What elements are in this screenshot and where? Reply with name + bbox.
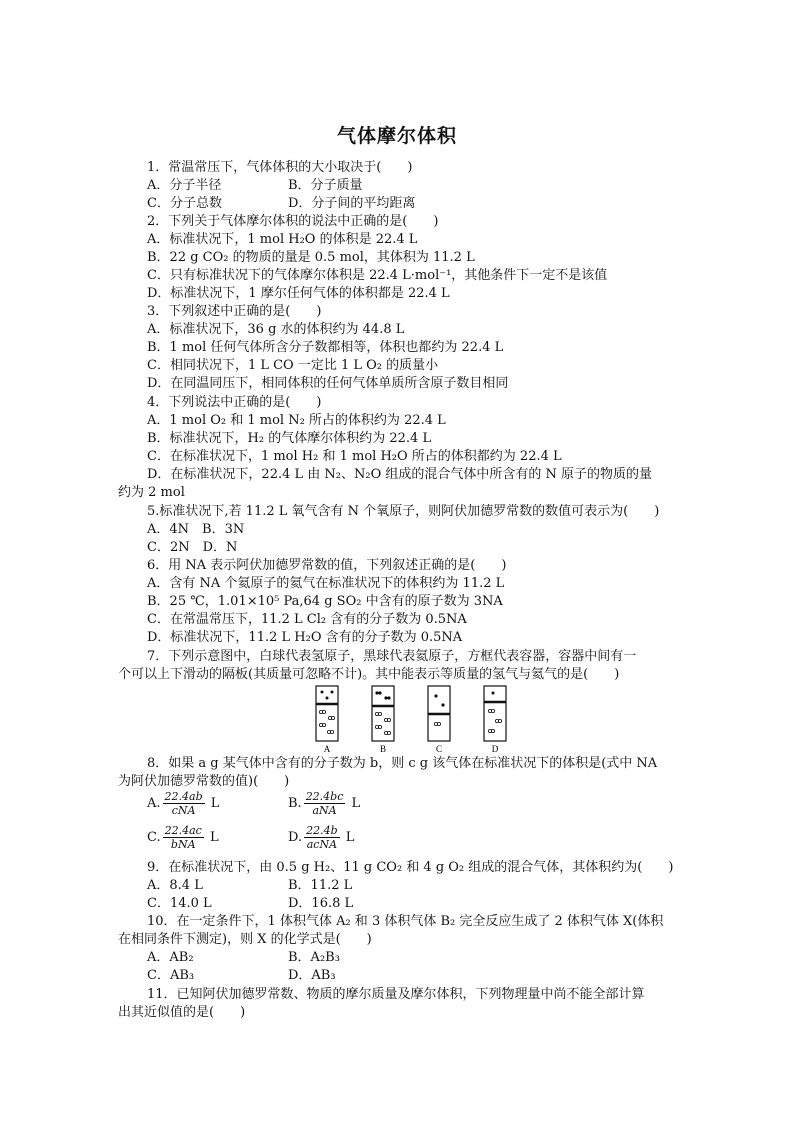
question-4-stem: 4．下列说法中正确的是( ) <box>147 395 322 410</box>
question-6-option-d: D．标准状况下，11.2 L H₂O 含有的分子数为 0.5NA <box>147 630 463 645</box>
question-1-option-d: D．分子间的平均距离 <box>288 196 416 211</box>
option-a-label: A. <box>147 796 161 811</box>
option-d-denominator: acNA <box>306 838 338 851</box>
container-label-a: A <box>323 744 331 754</box>
question-10-option-d: D．AB₃ <box>288 968 336 983</box>
container-label-d: D <box>491 744 499 754</box>
question-6-stem: 6．用 NA 表示阿伏加德罗常数的值，下列叙述正确的是( ) <box>147 558 507 573</box>
question-7-stem-continued: 个可以上下滑动的隔板(其质量可忽略不计)。其中能表示等质量的氢气与氦气的是( ) <box>118 667 620 682</box>
question-8-stem: 8．如果 a g 某气体中含有的分子数为 b，则 c g 该气体在标准状况下的体积是(式中 NA <box>147 756 658 771</box>
question-8-option-a <box>147 790 219 817</box>
option-b-label: B. <box>288 796 302 811</box>
question-1-option-c: C．分子总数 <box>147 196 222 211</box>
option-d-label: D. <box>288 830 303 845</box>
question-11-stem: 11．已知阿伏加德罗常数、物质的摩尔质量及摩尔体积，下列物理量中尚不能全部计算 <box>147 987 645 1002</box>
question-9-option-b: B．11.2 L <box>288 878 353 893</box>
container-c <box>428 686 450 741</box>
option-c-unit: L <box>209 830 219 845</box>
option-d-numerator: 22.4b <box>306 824 338 837</box>
question-10-option-a: A．AB₂ <box>147 950 194 965</box>
option-d-unit: L <box>345 830 355 845</box>
question-2-option-c: C．只有标准状况下的气体摩尔体积是 22.4 L·mol⁻¹，其他条件下一定不是该值 <box>147 268 608 283</box>
question-8-stem-continued: 为阿伏加德罗常数的值)( ) <box>118 774 290 789</box>
option-a-numerator: 22.4ab <box>164 790 203 803</box>
option-d-fraction <box>304 824 340 851</box>
question-2-option-d: D．标准状况下，1 摩尔任何气体的体积都是 22.4 L <box>147 286 450 301</box>
question-4-option-a: A．1 mol O₂ 和 1 mol N₂ 所占的体积约为 22.4 L <box>147 413 446 428</box>
container-b <box>372 686 394 741</box>
question-4-option-b: B．标准状况下，H₂ 的气体摩尔体积约为 22.4 L <box>147 431 432 446</box>
question-9-option-a: A．8.4 L <box>147 878 203 893</box>
question-10-stem-continued: 在相同条件下测定)，则 X 的化学式是( ) <box>118 932 372 947</box>
question-4-option-d-continued: 约为 2 mol <box>118 485 185 500</box>
container-diagram <box>300 684 530 754</box>
option-b-unit: L <box>351 796 361 811</box>
option-c-denominator: bNA <box>170 838 196 851</box>
question-9-stem: 9．在标准状况下，由 0.5 g H₂、11 g CO₂ 和 4 g O₂ 组成的混合气体，其体积约为( ) <box>147 860 674 875</box>
question-5-options-cd: C．2N D．N <box>147 540 238 555</box>
question-9-option-d: D．16.8 L <box>288 896 354 911</box>
question-6-option-b: B．25 ℃，1.01×10⁵ Pa,64 g SO₂ 中含有的原子数为 3NA <box>147 594 503 609</box>
question-3-option-a: A．标准状况下，36 g 水的体积约为 44.8 L <box>147 322 405 337</box>
question-2-option-b: B．22 g CO₂ 的物质的量是 0.5 mol，其体积为 11.2 L <box>147 250 475 265</box>
question-3-option-d: D．在同温同压下，相同体积的任何气体单质所含原子数目相同 <box>147 376 509 391</box>
question-10-option-b: B．A₂B₃ <box>288 950 340 965</box>
question-11-stem-continued: 出其近似值的是( ) <box>118 1005 246 1020</box>
question-1-option-b: B．分子质量 <box>288 178 363 193</box>
container-label-c: C <box>435 744 443 754</box>
option-a-fraction <box>163 790 205 817</box>
option-c-label: C. <box>147 830 161 845</box>
option-a-unit: L <box>210 796 220 811</box>
option-c-fraction <box>163 824 204 851</box>
question-3-stem: 3．下列叙述中正确的是( ) <box>147 304 322 319</box>
question-8-option-c <box>147 824 219 851</box>
option-b-fraction <box>304 790 346 817</box>
question-4-option-c: C．在标准状况下，1 mol H₂ 和 1 mol H₂O 所占的体积都约为 22.4 L <box>147 449 562 464</box>
question-1-option-a: A．分子半径 <box>147 178 222 193</box>
question-10-stem: 10．在一定条件下，1 体积气体 A₂ 和 3 体积气体 B₂ 完全反应生成了 2 体积气体 X(体积 <box>147 914 664 929</box>
question-7-stem: 7．下列示意图中，白球代表氢原子，黑球代表氦原子，方框代表容器，容器中间有一 <box>147 649 637 664</box>
page-title: 气体摩尔体积 <box>336 125 457 147</box>
question-10-option-c: C．AB₃ <box>147 968 195 983</box>
question-2-stem: 2．下列关于气体摩尔体积的说法中正确的是( ) <box>147 214 439 229</box>
question-5-stem: 5.标准状况下,若 11.2 L 氧气含有 N 个氧原子，则阿伏加德罗常数的数值可表示为( ) <box>147 504 660 519</box>
question-9-option-c: C．14.0 L <box>147 896 212 911</box>
question-1-stem: 1．常温常压下，气体体积的大小取决于( ) <box>147 160 413 175</box>
option-a-denominator: cNA <box>171 804 196 817</box>
question-8-option-b <box>288 790 360 817</box>
question-3-option-b: B．1 mol 任何气体所含分子数都相等，体积也都约为 22.4 L <box>147 340 504 355</box>
container-d <box>484 686 506 741</box>
container-label-b: B <box>379 744 387 754</box>
option-b-numerator: 22.4bc <box>305 790 344 803</box>
question-3-option-c: C．相同状况下，1 L CO 一定比 1 L O₂ 的质量小 <box>147 358 439 373</box>
question-2-option-a: A．标准状况下，1 mol H₂O 的体积是 22.4 L <box>147 232 418 247</box>
question-8-option-d <box>288 824 354 851</box>
question-6-option-a: A．含有 NA 个氦原子的氦气在标准状况下的体积约为 11.2 L <box>147 576 505 591</box>
question-4-option-d: D．在标准状况下，22.4 L 由 N₂、N₂O 组成的混合气体中所含有的 N 原子的物质的量 <box>147 467 653 482</box>
option-c-numerator: 22.4ac <box>164 824 202 837</box>
question-6-option-c: C．在常温常压下，11.2 L Cl₂ 含有的分子数为 0.5NA <box>147 612 467 627</box>
question-5-options-ab: A．4N B．3N <box>147 522 245 537</box>
container-a <box>316 686 338 741</box>
option-b-denominator: aNA <box>312 804 337 817</box>
